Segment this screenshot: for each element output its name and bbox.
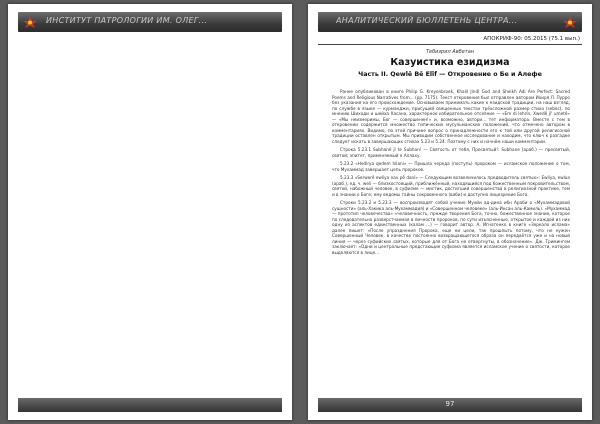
author-name: Тебизрил Авбетан — [425, 49, 475, 55]
article-title: Казуистика езидизма — [390, 57, 510, 68]
issue-info: АПОКРИФ-90: 05.2015 (75.1 вып.) — [483, 36, 580, 42]
right-header-text: АНАЛИТИЧЕСКИЙ БЮЛЛЕТЕНЬ ЦЕНТРА... — [336, 16, 518, 25]
logo-icon — [22, 15, 38, 29]
divider — [318, 44, 582, 45]
logo-icon — [562, 15, 578, 29]
left-page — [8, 4, 292, 420]
paragraph: Ранее опубликован в книге Philip G. Kreyenbroek, Khalil Jindî God and Sheikh Adi Are Perfect: Sacred Poems and Religious Narratives from... (pp. 7175). Текст откровения был отправлен автором Ихиря Л. Пурро без указания на его происхождение. Основываем принимать какие к езидской традиции, на наш взгляд, по службе в языке — курманджи, присущей священных текстах трёхсложной размер стиха (sebec), по мнению Шиходи и шейха Хасана, характерное избирательное отсеяние — «Em di lehrîn, Xwedê jî' umetê» — «Мы неизмеримы, Бог — совершенен!» и, возможно, автори... тет информатора. Вместе с тем в откровении содержится множество типических мусульманских положений, что отмечено автором в комментариях. Видимо, по этой причине вопрос о принадлежности его к той или другой религиозной традиции оставлен открытым. Мы приводим собственное исследование и находим, что ключ к разгадке следует искать в завершающих стихах 5.23 и 5.24. Поэтому с них и начнём наши комментарии. — [332, 89, 570, 144]
right-footer-bar — [318, 398, 582, 412]
left-header-bar — [18, 12, 282, 32]
left-footer-bar — [18, 398, 282, 412]
paragraph: Строки 5.23.2 и 5.23.3 — воспроизводят собой учение Мухйи ад-дина ибн Араби о «Мухаммадовой сущности» (аль-Хакика аль-Мухаммадия) и «Совершенном человеке» (аль-Инсан аль-Камиль). «Мухаммад — прототип человечества» «человечность, прежде творения Бога, точно, божественное знание, которое по следовательно разверстчаемая в личности пророков, по сути изъясненные, открытое и каждой из них одну из аспектов единственных (калам ...) — говорит автор. А. Игнатенко в книге «Зеркало ислама» далее пишет: «После упразднения Пророка, еще ни цели, так прошлыть потому, что не нужен Совершенный Человек, в качестве постоянно возвращающегося образа он передаётся уже и на новый линия — через суфийских святых, которые для от Бога не отвергнуты, в обозначение». Дж. Тримингем заключает: «Одни и центральные предстающие суфизма является исламское учение о святости, которое выделяются в лице... — [332, 200, 570, 255]
article-subtitle: Часть II. Qewlê Bê Elîf — Откровение о Бе и Алефе — [358, 71, 542, 78]
article-body — [332, 89, 570, 389]
right-header-bar — [318, 12, 582, 32]
right-page — [308, 4, 592, 420]
paragraph: 5.23.3 «Serwerê ewliya nav pê danî» — Следующим возвеличилось предводитель святых»: Ewliya, ewlua (араб.), ед. ч. weli — близкостоящий, приближённый, находящийся под божественным покровительством, святой, набожный человек, в суфизме — мистик, достигший совершенства в религиозной практике, тем и в знании о Боге; ему ведомы тайны сокровенного (ваби) и доступно лицезрение Бога. — [332, 175, 570, 197]
paragraph: 5.23.2 «Hedirya qedem hilani» — Пришла череда (поступь) пророком — исламское положение о том, что Мухаммад завершает цепь пророков. — [332, 161, 570, 172]
left-header-text: ИНСТИТУТ ПАТРОЛОГИИ ИМ. ОЛЕГ... — [46, 16, 208, 25]
paragraph: Строка 5.23.1 Subhanê jî te Subhan! — Святость от тебя, Пресвятый!: Subhane (араб.) — пресвятый, святой; эпитет, применяемый к Аллаху. — [332, 147, 570, 158]
page-number: 97 — [445, 400, 455, 408]
